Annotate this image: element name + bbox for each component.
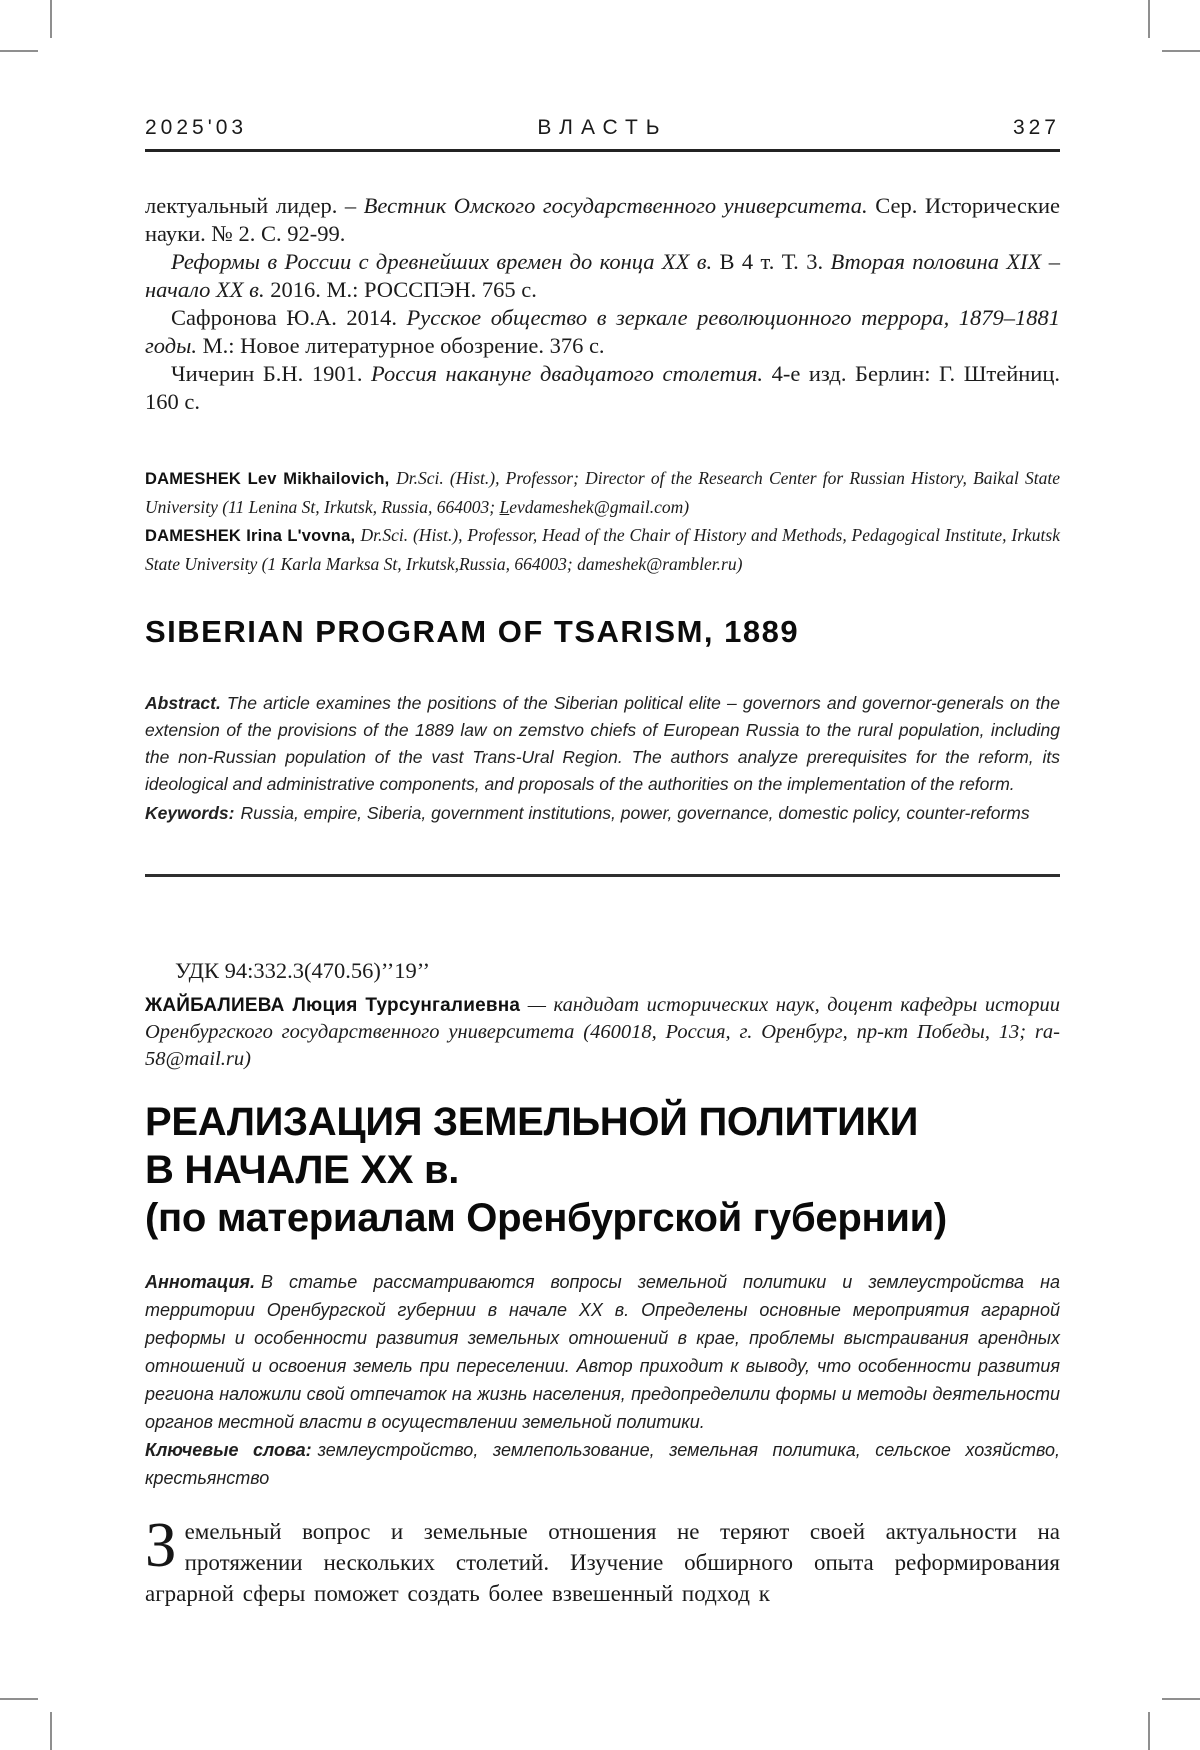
title-line: РЕАЛИЗАЦИЯ ЗЕМЕЛЬНОЙ ПОЛИТИКИ [145, 1100, 919, 1144]
abstract-body: The article examines the positions of the Siberian political elite – governors and governor-generals on the extension of the provisions of the 1889 law on zemstvo chiefs of European Russia to the rural population, including the non-Russian population of the vast Trans-Ural Region. The authors analyze prerequisites for the reform, its ideological and administrative components, and proposals of the authorities on the implementation of the reform. [145, 693, 1060, 794]
page-content [145, 0, 1060, 1750]
drop-cap: З [145, 1510, 177, 1580]
running-head [145, 106, 1060, 152]
reference-entry: Чичерин Б.Н. 1901. Россия накануне двадцатого столетия. 4-е изд. Берлин: Г. Штейниц. 160 с. [145, 361, 1060, 414]
crop-mark-bottom-left-vertical [50, 1712, 52, 1750]
page-number: 327 [1012, 116, 1060, 139]
section-divider-rule [145, 874, 1060, 877]
udc-code: УДК 94:332.3(470.56)’’19’’ [175, 958, 431, 983]
crop-mark-bottom-right-horizontal [1162, 1698, 1200, 1700]
keywords-line [145, 800, 1060, 827]
annotation-body: В статье рассматриваются вопросы земельной политики и землеустройства на территории Оренбургской губернии в начале XX в. Определены основные мероприятия аграрной реформы и особенности развития земельных отношений в крае, проблемы выстраивания арендных отношений и освоения земель при переселении. Автор приходит к выводу, что особенности развития региона наложили свой отпечаток на жизнь населения, предопределили формы и методы деятельности органов местной власти в осуществлении земельной политики. [145, 1272, 1060, 1432]
keywords-label: Keywords: [145, 803, 235, 823]
references-section [145, 192, 1060, 416]
keywords-list-ru: землеустройство, землепользование, земельная политика, сельское хозяйство, крестьянство [145, 1440, 1061, 1488]
author-credential: DAMESHEK Irina L'vovna, Dr.Sci. (Hist.), Professor, Head of the Chair of History and Methods, Pedagogical Institute, Irkutsk State University (1 Karla Marksa St, Irkutsk,Russia, 664003; dameshek@rambler.ru) [145, 525, 1060, 574]
crop-mark-top-left-vertical [50, 0, 52, 38]
crop-mark-bottom-right-vertical [1148, 1712, 1150, 1750]
annotation-section-ru [145, 1268, 1060, 1492]
body-paragraph-text: емельный вопрос и земельные отношения не теряют своей актуальности на протяжении нескольких столетий. Изучение обширного опыта реформирования аграрной сферы поможет создать более взвешенный подход к [145, 1519, 1060, 1606]
body-paragraph [145, 1510, 1060, 1609]
authors-credentials-en [145, 464, 1060, 578]
reference-entry: Сафронова Ю.А. 2014. Русское общество в зеркале революционного террора, 1879–1881 годы. М.: Новое литературное обозрение. 376 с. [145, 305, 1060, 358]
journal-title: ВЛАСТЬ [537, 116, 668, 139]
annotation-text [145, 1268, 1060, 1436]
keywords-list: Russia, empire, Siberia, government institutions, power, governance, domestic policy, counter-reforms [240, 803, 1030, 823]
keywords-line-ru [145, 1436, 1060, 1492]
keywords-label-ru: Ключевые слова: [145, 1440, 312, 1460]
title-line: (по материалам Оренбургской губернии) [145, 1196, 947, 1240]
author-credential: DAMESHEK Lev Mikhailovich, Dr.Sci. (Hist.), Professor; Director of the Research Center for Russian History, Baikal State University (11 Lenina St, Irkutsk, Russia, 664003; Levdameshek@gmail.com) [145, 468, 1060, 517]
title-line: В НАЧАЛЕ XX в. [145, 1148, 460, 1192]
author-credential: ЖАЙБАЛИЕВА Люция Турсунгалиевна — кандидат исторических наук, доцент кафедры истории Оренбургского государственного университета (460018, Россия, г. Оренбург, пр-кт Победы, 13; ra-58@mail.ru) [145, 994, 1060, 1070]
crop-mark-top-right-vertical [1148, 0, 1150, 38]
article-body [145, 1510, 1060, 1609]
abstract-text [145, 690, 1060, 798]
article-title-en: SIBERIAN PROGRAM OF TSARISM, 1889 [145, 614, 800, 649]
issue-number: 2025'03 [145, 116, 248, 139]
crop-mark-top-left-horizontal [0, 50, 38, 52]
abstract-label: Abstract. [145, 693, 221, 713]
crop-mark-bottom-left-horizontal [0, 1698, 38, 1700]
article-title-ru [145, 1098, 1060, 1242]
reference-entry: лектуальный лидер. – Вестник Омского государственного университета. Сер. Исторические науки. № 2. С. 92-99. [145, 193, 1060, 246]
author-credential-ru [145, 992, 1060, 1073]
annotation-label: Аннотация. [145, 1272, 255, 1292]
reference-entry: Реформы в России с древнейших времен до конца XX в. В 4 т. Т. 3. Вторая половина XIX – начало XX в. 2016. М.: РОССПЭН. 765 с. [145, 249, 1060, 302]
abstract-section-en [145, 690, 1060, 827]
crop-mark-top-right-horizontal [1162, 50, 1200, 52]
